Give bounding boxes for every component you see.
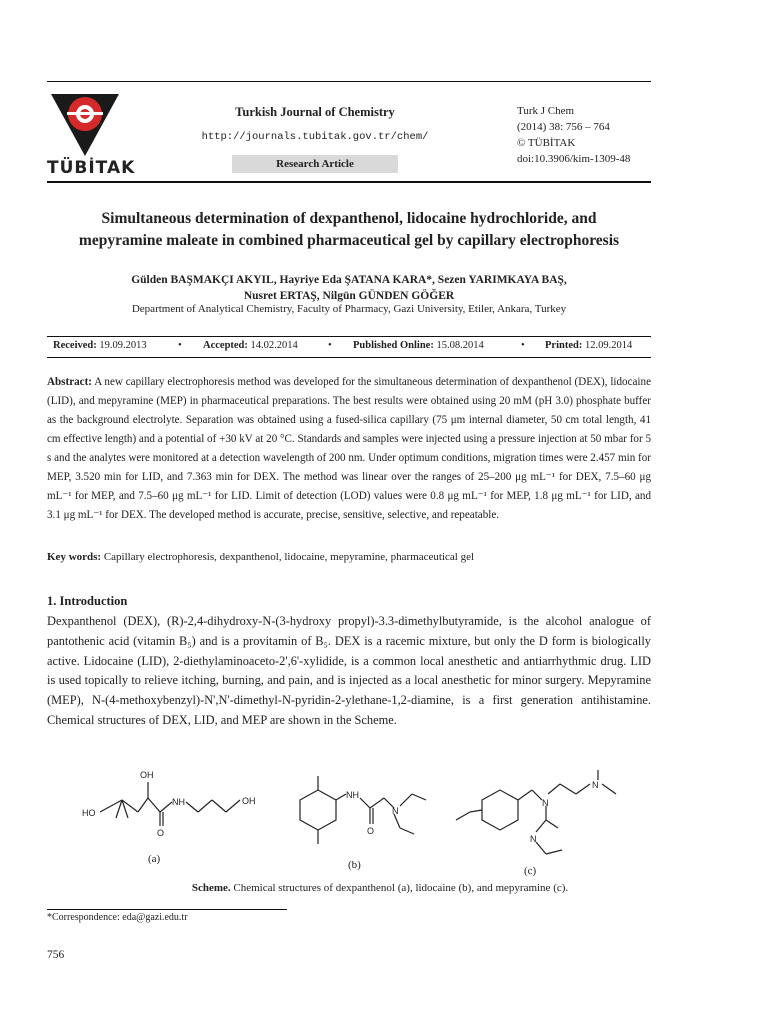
dates-bottom-rule: [47, 357, 651, 358]
journal-meta: [517, 103, 657, 167]
page-number: 756: [47, 949, 65, 961]
dex-o: O: [157, 828, 165, 838]
section-heading: 1. Introduction: [47, 594, 128, 608]
dates-bar: [53, 340, 653, 354]
chemical-scheme: [60, 770, 680, 880]
received-date: [53, 340, 147, 351]
scheme-caption-label: Scheme.: [191, 882, 231, 894]
keywords-label: Key words:: [47, 551, 102, 563]
keywords: [47, 551, 651, 563]
chemical-structures-figure: [60, 770, 680, 880]
scheme-caption-text: Chemical structures of dexpanthenol (a), lidocaine (b), and mepyramine (c).: [233, 882, 569, 894]
received-value: 19.09.2013: [99, 340, 147, 351]
authors-line2: Nusret ERTAŞ, Nilgün GÜNDEN GÖĞER: [243, 290, 455, 302]
journal-title: Turkish Journal of Chemistry: [235, 105, 395, 119]
article-type-badge: Research Article: [232, 155, 398, 173]
header-bottom-rule: [47, 181, 651, 183]
scheme-caption: [30, 882, 730, 894]
mep-n-pyridine: N: [530, 834, 537, 844]
intro-paragraph: Dexpanthenol (DEX), (R)-2,4-dihydroxy-N-(3-hydroxy propyl)-3.3-dimethylbutyramide, is the alcohol analogue of pantothenic acid (vitamin B₅) and is a provitamin of B₅. DEX is a racemic mixture, but only the D form is biologically active. Lidocaine (LID), 2-diethylaminoaceto-2',6'-xylidide, is a common local anesthetic and antiarrhythmic drug. LID is used topically to relieve itching, burning, and pain, and is injected as a local anesthetic for minor surgery. Mepyramine (MEP), N-(4-methoxybenzyl)-N',N'-dimethyl-N-pyridin-2-ylethane-1,2-diamine, is a first generation antihistamine. Chemical structures of DEX, LID, and MEP are shown in the Scheme.: [47, 614, 651, 727]
tubitak-emblem-icon: [45, 90, 125, 160]
footnote-rule: [47, 909, 287, 910]
accepted-value: 14.02.2014: [250, 340, 298, 351]
tubitak-logo: [45, 90, 136, 180]
dex-oh-top: OH: [140, 770, 154, 780]
mep-n-amine: N: [542, 798, 549, 808]
author-list: [30, 272, 668, 304]
paper-title-line1: Simultaneous determination of dexpanthenol, lidocaine hydrochloride, and: [101, 210, 597, 227]
volume-info: (2014) 38: 756 – 764: [517, 121, 610, 133]
correspondence-footnote: *Correspondence: eda@gazi.edu.tr: [47, 912, 188, 923]
paper-title-line2: mepyramine maleate in combined pharmaceutical gel by capillary electrophoresis: [78, 232, 620, 249]
logo-wordmark: TÜBİTAK: [47, 158, 136, 178]
lidocaine-structure: [300, 776, 426, 844]
authors-line1: Gülden BAŞMAKÇI AKYIL, Hayriye Eda ŞATANA KARA*, Sezen YARIMKAYA BAŞ,: [131, 274, 567, 286]
doi[interactable]: doi:10.3906/kim-1309-48: [517, 153, 631, 165]
dex-ho: HO: [82, 808, 96, 818]
printed-label: Printed:: [545, 340, 583, 351]
keywords-text: Capillary electrophoresis, dexpanthenol, lidocaine, mepyramine, pharmaceutical gel: [103, 551, 475, 563]
scheme-label-c: (c): [524, 865, 537, 877]
abstract-text: A new capillary electrophoresis method was developed for the simultaneous determination of dexpanthenol (DEX), lidocaine (LID), and mepyramine (MEP) in pharmaceutical preparations. The best results were obtained using 20 mM (pH 3.0) phosphate buffer as the background electrolyte. Separation was obtained using a fused-silica capillary (75 μm internal diameter, 50 cm total length, 41 cm effective length) and a potential of +30 kV at 20 °C. Standards and samples were injected using a pressure injection at 50 mbar for 5 s and the analytes were monitored at a detection wavelength of 200 nm. Under optimum conditions, migration times were 2.457 min for MEP, 3.520 min for LID, and 7.363 min for DEX. The method was linear over the ranges of 25–200 μg mL⁻¹ for DEX, 7.5–60 μg mL⁻¹ for MEP, and 7.5–60 μg mL⁻¹ for LID. Limit of detection (LOD) values were 0.8 μg mL⁻¹ for MEP, 1.8 μg mL⁻¹ for LID, and 3.1 μg mL⁻¹ for DEX. The developed method is accurate, precise, sensitive, selective, and repeatable.: [47, 376, 651, 521]
received-label: Received:: [53, 340, 97, 351]
dexpanthenol-structure: [100, 782, 240, 826]
date-separator: •: [178, 340, 182, 351]
dex-oh-end: OH: [242, 796, 256, 806]
abstract: [47, 373, 651, 525]
header-top-rule: [47, 81, 651, 82]
published-online-label: Published Online:: [353, 340, 434, 351]
scheme-label-a: (a): [148, 853, 161, 865]
journal-abbrev: Turk J Chem: [517, 105, 575, 117]
dex-nh: NH: [172, 797, 185, 807]
dates-top-rule: [47, 336, 651, 337]
printed-value: 12.09.2014: [584, 340, 633, 351]
published-online-value: 15.08.2014: [436, 340, 484, 351]
published-online-date: [353, 340, 484, 351]
printed-date: [545, 340, 632, 351]
date-separator: •: [521, 340, 525, 351]
paper-title: [30, 208, 668, 252]
lid-nh: NH: [346, 790, 359, 800]
lid-n: N: [392, 806, 399, 816]
accepted-label: Accepted:: [203, 340, 248, 351]
date-separator: •: [328, 340, 332, 351]
abstract-label: Abstract:: [47, 376, 92, 388]
copyright: © TÜBİTAK: [517, 137, 576, 149]
journal-url[interactable]: http://journals.tubitak.gov.tr/chem/: [201, 131, 429, 143]
scheme-label-b: (b): [348, 859, 361, 871]
mep-n-dimethyl: N: [592, 780, 599, 790]
affiliation: Department of Analytical Chemistry, Faculty of Pharmacy, Gazi University, Etiler, Ankara, Turkey: [131, 303, 567, 315]
lid-o: O: [367, 826, 375, 836]
accepted-date: [203, 340, 298, 351]
